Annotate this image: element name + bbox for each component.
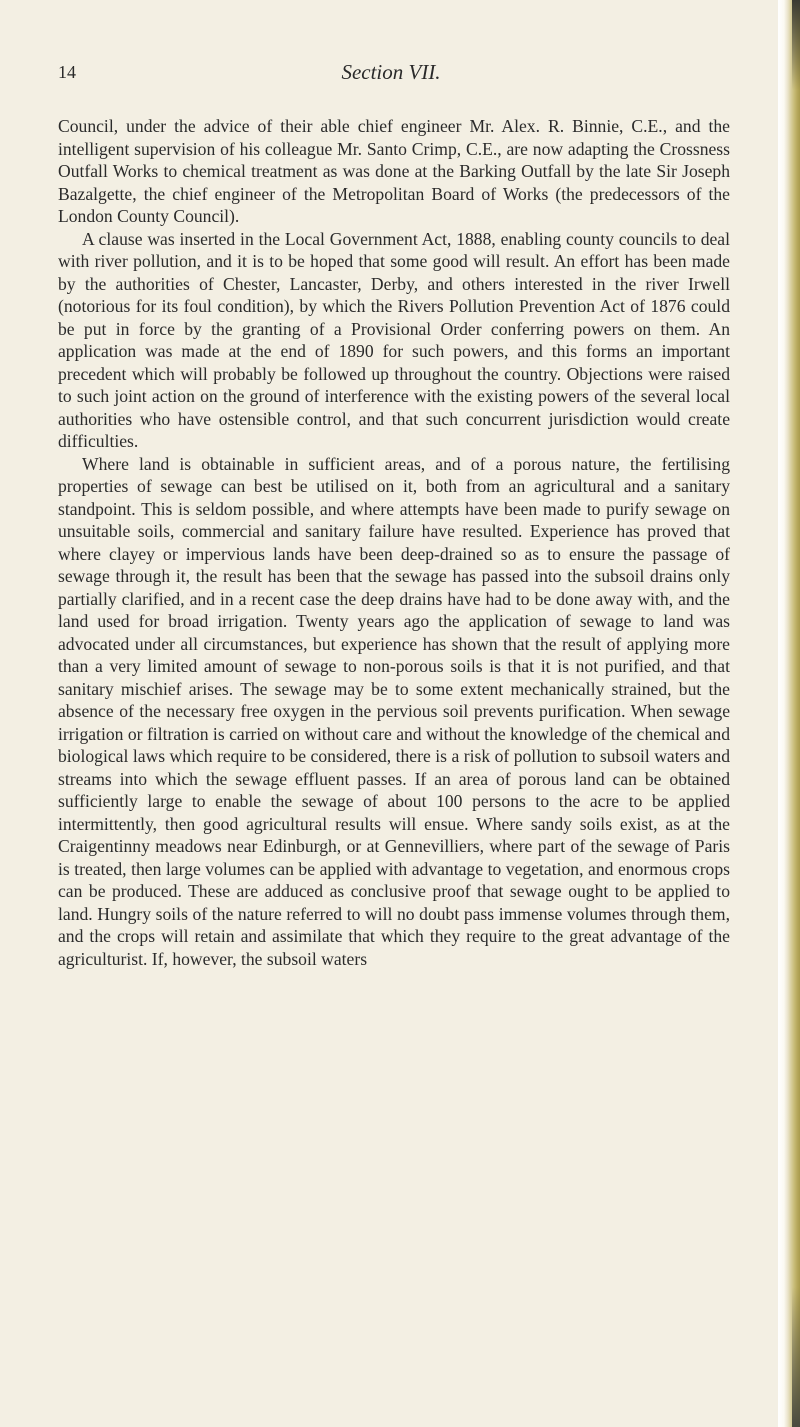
page-edge-shadow (792, 0, 800, 90)
body-text (58, 115, 730, 970)
paragraph: Where land is obtainable in sufficient areas, and of a porous nature, the fertilising properties of sewage can best be utilised on it, both from an agricultural and a sanitary standpoint. This is seldom possible, and where attempts have been made to purify sewage on unsuitable soils, commercial and sanitary failure have resulted. Experience has proved that where clayey or impervious lands have been deep-drained so as to ensure the passage of sewage through it, the result has been that the sewage has passed into the subsoil drains only partially clarified, and in a recent case the deep drains have had to be done away with, and the land used for broad irrigation. Twenty years ago the application of sewage to land was advocated under all circumstances, but experience has shown that the result of applying more than a very limited amount of sewage to non-porous soils is that it is not purified, and that sanitary mischief arises. The sewage may be to some extent mechanically strained, but the absence of the necessary free oxygen in the pervious soil prevents purification. When sewage irrigation or filtration is carried on without care and without the knowledge of the chemical and biological laws which require to be considered, there is a risk of pollution to subsoil waters and streams into which the sewage effluent passes. If an area of porous land can be obtained sufficiently large to enable the sewage of about 100 persons to the acre to be applied intermittently, then good agricultural results will ensue. Where sandy soils exist, as at the Craigentinny meadows near Edinburgh, or at Gennevilliers, where part of the sewage of Paris is treated, then large volumes can be applied with advantage to vegetation, and enormous crops can be produced. These are adduced as conclusive proof that sewage ought to be applied to land. Hungry soils of the nature referred to will no doubt pass immense volumes through them, and the crops will retain and assimilate that which they require to the great advantage of the agriculturist. If, however, the subsoil waters (58, 453, 730, 969)
page-edge-shadow (792, 1287, 800, 1427)
page-number: 14 (58, 62, 76, 82)
paragraph: A clause was inserted in the Local Government Act, 1888, enabling county councils to deal with river pollution, and it is to be hoped that some good will result. An effort has been made by the authorities of Chester, Lancaster, Derby, and others interested in the river Irwell (notorious for its foul condition), by which the Rivers Pollution Prevention Act of 1876 could be put in force by the granting of a Provisional Order conferring powers on them. An application was made at the end of 1890 for such powers, and this forms an important precedent which will probably be followed up throughout the country. Objections were raised to such joint action on the ground of interference with the existing powers of the several local authorities who have ostensible control, and that such concurrent jurisdiction would create difficulties. (58, 228, 730, 451)
page-header (0, 56, 782, 86)
running-head: Section VII. (341, 60, 441, 84)
page-edge (778, 0, 800, 1427)
paragraph: Council, under the advice of their able chief engineer Mr. Alex. R. Binnie, C.E., and the intelligent supervision of his colleague Mr. Santo Crimp, C.E., are now adapting the Crossness Outfall Works to chemical treatment as was done at the Barking Outfall by the late Sir Joseph Bazalgette, the chief engineer of the Metropolitan Board of Works (the predecessors of the London County Council). (58, 116, 730, 226)
